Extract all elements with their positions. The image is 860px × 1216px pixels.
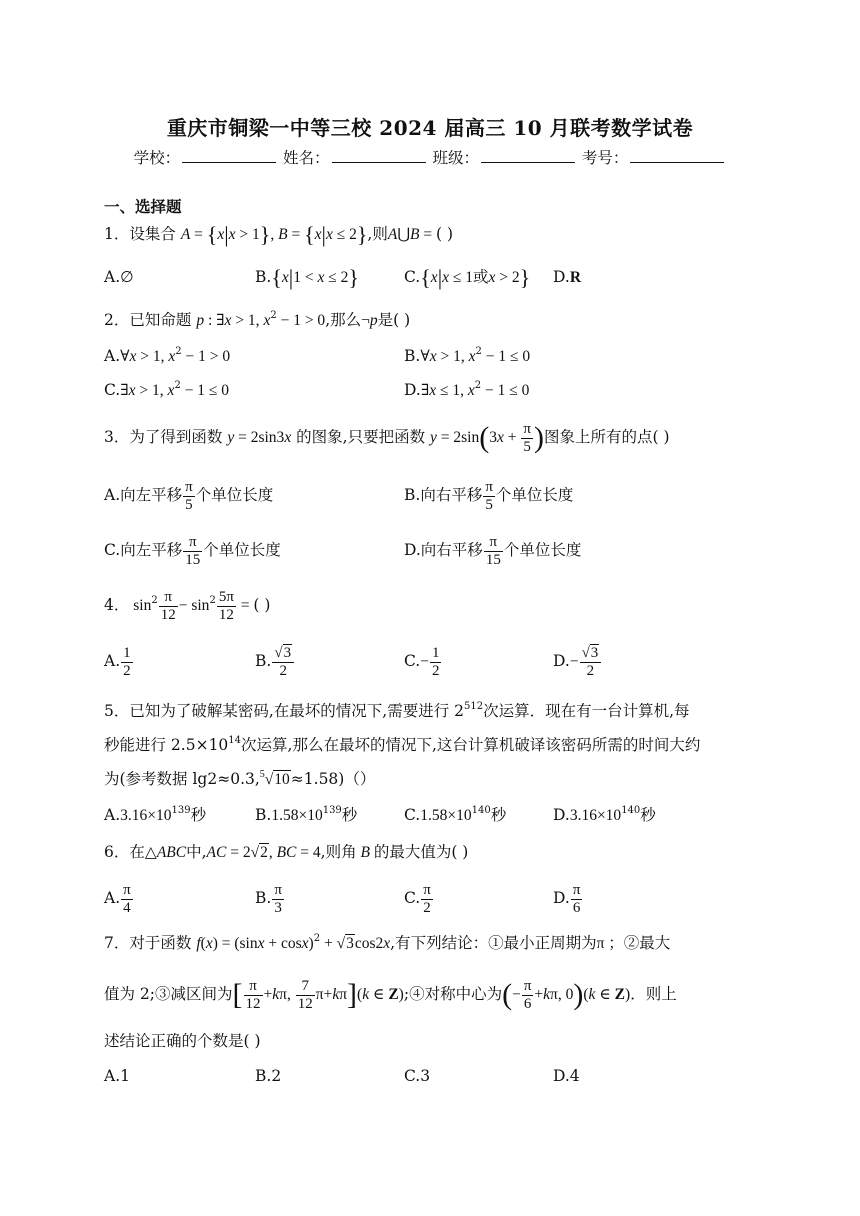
exam-number-label: 考号： xyxy=(581,149,629,167)
class-blank[interactable] xyxy=(481,148,575,163)
q1-option-b[interactable]: B.{x|1 < x ≤ 2} xyxy=(255,265,359,290)
q1-option-c[interactable]: C.{x|x ≤ 1或x > 2} xyxy=(404,265,531,290)
question-3: 3．为了得到函数 y = 2sin3x 的图象,只要把函数 y = 2sin(3x + $\frac{\pi}{5}$ )图象上所有的点( ) xyxy=(104,420,670,455)
section-title: 一、选择题 xyxy=(104,197,182,216)
q1-option-a[interactable]: A.∅ xyxy=(104,268,134,286)
exam-number-blank[interactable] xyxy=(630,148,724,163)
q2-option-b[interactable]: B.∀x > 1, $x^2 - 1 \le 0$ xyxy=(404,346,531,365)
question-4: 4． $\sin^2$ $\frac{\pi}{12}$ − $\sin^2$ $\frac{5\pi}{12}$ = ( ) xyxy=(104,588,271,623)
question-7-line-1: 7．对于函数 $f(x) = (\sin x + \cos x)^2 + √3\cos 2x$,有下列结论：①最小正周期为π ；②最大 xyxy=(104,933,671,952)
school-blank[interactable] xyxy=(182,148,276,163)
q2-option-d[interactable]: D.∃x ≤ 1, $x^2 - 1 \le 0$ xyxy=(404,380,530,399)
q6-option-a[interactable]: A. $\frac{\pi}{4}$ xyxy=(104,881,131,916)
q3-option-d[interactable]: D.向右平移 $\frac{\pi}{15}$ 个单位长度 xyxy=(404,533,582,568)
class-label: 班级： xyxy=(432,149,479,167)
q7-option-c[interactable]: C.3 xyxy=(404,1067,431,1085)
q3-option-a[interactable]: A.向左平移 $\frac{\pi}{5}$ 个单位长度 xyxy=(104,478,274,513)
q5-option-c[interactable]: $C.1.58\times 10^{140}$秒 xyxy=(404,805,507,824)
student-info-row xyxy=(0,146,860,168)
q4-option-a[interactable]: A. $\frac{1}{2}$ xyxy=(104,644,131,679)
question-5-line-3: 为(参考数据 lg2≈0.3,$^5$√10≈1.58)（） xyxy=(104,769,376,788)
q5-option-a[interactable]: $A.3.16\times 10^{139}$秒 xyxy=(104,805,207,824)
question-5-line-1: 5．已知为了破解某密码,在最坏的情况下,需要进行 $2^{512}$次运算．现在有一台计算机,每 xyxy=(104,701,690,720)
name-label: 姓名： xyxy=(283,149,330,167)
q6-option-b[interactable]: B. $\frac{\pi}{3}$ xyxy=(255,881,282,916)
question-number: 1． xyxy=(104,225,130,243)
q7-option-d[interactable]: D.4 xyxy=(553,1067,580,1085)
question-5-line-2: 秒能进行 $2.5\times 10^{14}$次运算,那么在最坏的情况下,这台计算机破译该密码所需的时间大约 xyxy=(104,735,701,754)
q5-option-b[interactable]: $B.1.58\times 10^{139}$秒 xyxy=(255,805,358,824)
q1-option-d[interactable]: D.R xyxy=(553,268,582,286)
exam-title: 重庆市铜梁一中等三校 2024 届高三 10 月联考数学试卷 xyxy=(166,116,694,140)
q7-option-b[interactable]: B.2 xyxy=(255,1067,282,1085)
q7-option-a[interactable]: A.1 xyxy=(104,1067,130,1085)
question-6: 6．在△ABC中,AC = 2√2, BC = 4,则角 B 的最大值为( ) xyxy=(104,843,469,861)
question-1: 1．设集合 A = {x|x > 1}, B = {x|x ≤ 2},则A⋃B = ( ) xyxy=(104,222,454,247)
question-7-line-2: 值为 2;③减区间为[ $\frac{\pi}{12}$ +kπ, $\frac{7}{12}$ π+kπ](k ∈ Z);④对称中心为(− $\frac{\pi}{6}$ +kπ, 0)(k ∈ Z)．则上 xyxy=(104,977,677,1012)
question-7-line-3: 述结论正确的个数是( ) xyxy=(104,1032,261,1050)
q2-option-c[interactable]: C.∃x > 1, $x^2 - 1 \le 0$ xyxy=(104,380,230,399)
name-blank[interactable] xyxy=(332,148,426,163)
q3-option-b[interactable]: B.向右平移 $\frac{\pi}{5}$ 个单位长度 xyxy=(404,478,574,513)
q4-option-b[interactable]: B. $\frac{√3}{2}$ xyxy=(255,643,295,680)
q6-option-d[interactable]: D. $\frac{\pi}{6}$ xyxy=(553,881,581,916)
q4-option-c[interactable]: C.− $\frac{1}{2}$ xyxy=(404,644,440,679)
q3-option-c[interactable]: C.向左平移 $\frac{\pi}{15}$ 个单位长度 xyxy=(104,533,281,568)
q4-option-d[interactable]: D.− $\frac{√3}{2}$ xyxy=(553,643,602,680)
school-label: 学校： xyxy=(133,149,181,167)
q2-option-a[interactable]: A.∀x > 1, $x^2 - 1 > 0$ xyxy=(104,346,231,365)
question-2: 2．已知命题 p : ∃x > 1, $x^2 - 1 > 0$,那么¬p是( ) xyxy=(104,310,411,329)
q5-option-d[interactable]: $D.3.16\times 10^{140}$秒 xyxy=(553,805,656,824)
question-stem: 设集合 xyxy=(129,225,176,243)
q6-option-c[interactable]: C. $\frac{\pi}{2}$ xyxy=(404,881,431,916)
